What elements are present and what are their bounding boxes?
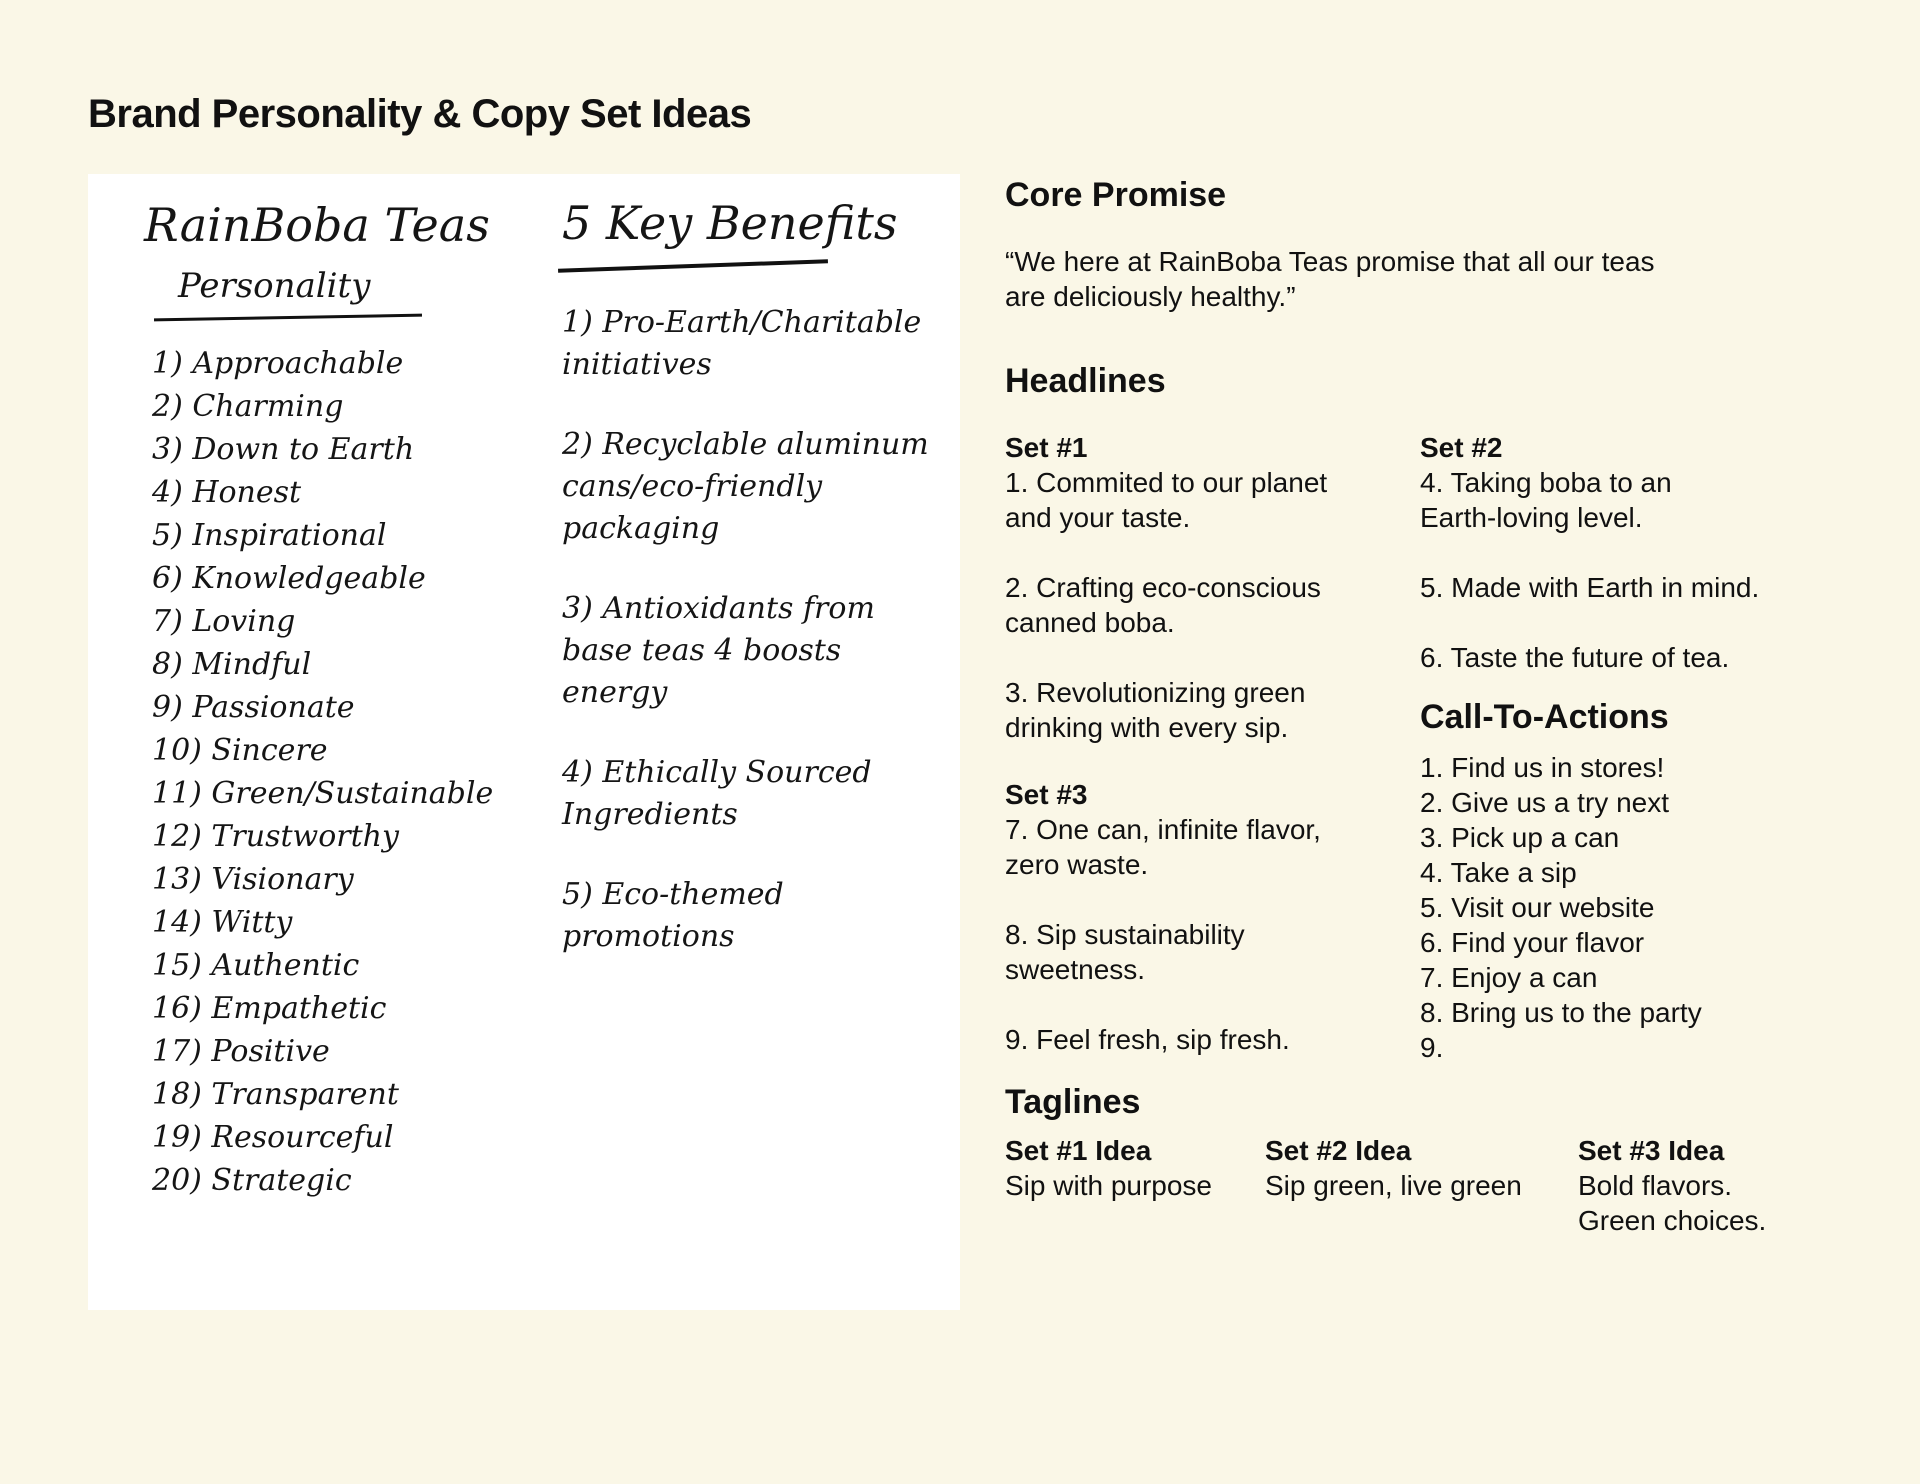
text-line: 3. Revolutionizing green bbox=[1005, 677, 1306, 708]
list-item: 9) Passionate bbox=[152, 690, 355, 725]
text-line: drinking with every sip. bbox=[1005, 712, 1289, 743]
text-line: 5. Made with Earth in mind. bbox=[1420, 572, 1760, 603]
handwritten-notes bbox=[88, 174, 960, 1310]
text-line: 8. Sip sustainability bbox=[1005, 919, 1245, 950]
list-item: 18) Transparent bbox=[152, 1077, 399, 1112]
list-item: 1) Pro-Earth/Charitable initiatives bbox=[562, 305, 922, 382]
list-item: 6) Knowledgeable bbox=[152, 561, 426, 596]
list-item: 2. Give us a try next bbox=[1420, 787, 1669, 818]
text-line: Sip with purpose bbox=[1005, 1170, 1213, 1201]
list-item: 7) Loving bbox=[152, 604, 296, 639]
text-line: Bold flavors. bbox=[1578, 1170, 1733, 1201]
personality-title: RainBoba Teas bbox=[144, 198, 490, 252]
text-line: 4. Taking boba to an bbox=[1420, 467, 1672, 498]
benefits-title: 5 Key Benefits bbox=[562, 196, 898, 250]
list-item: 2) Charming bbox=[152, 389, 344, 424]
set-label: Set #1 Idea bbox=[1005, 1135, 1152, 1166]
set-label: Set #3 bbox=[1005, 779, 1088, 810]
list-item: 17) Positive bbox=[152, 1034, 330, 1069]
personality-subtitle: Personality bbox=[178, 266, 371, 306]
set-label: Set #3 Idea bbox=[1578, 1135, 1725, 1166]
set-label: Set #2 bbox=[1420, 432, 1503, 463]
text-line: 1. Commited to our planet bbox=[1005, 467, 1328, 498]
list-item: 5. Visit our website bbox=[1420, 892, 1655, 923]
text-line: zero waste. bbox=[1005, 849, 1149, 880]
benefit-list bbox=[562, 302, 942, 996]
text-line: and your taste. bbox=[1005, 502, 1191, 533]
list-item: 20) Strategic bbox=[152, 1163, 352, 1198]
list-item: 3) Down to Earth bbox=[152, 432, 415, 467]
list-item: 4) Ethically Sourced Ingredients bbox=[562, 755, 872, 832]
trait-list bbox=[152, 342, 493, 1202]
list-item: 2) Recyclable aluminum cans/eco-friendly packaging bbox=[562, 427, 929, 546]
list-item: 12) Trustworthy bbox=[152, 819, 399, 854]
text-line: are deliciously healthy.” bbox=[1005, 281, 1296, 312]
headlines-heading: Headlines bbox=[1005, 362, 1166, 400]
list-item: 5) Inspirational bbox=[152, 518, 387, 553]
benefits-underline bbox=[558, 259, 828, 272]
set-label: Set #2 Idea bbox=[1265, 1135, 1412, 1166]
list-item: 7. Enjoy a can bbox=[1420, 962, 1598, 993]
text-line: canned boba. bbox=[1005, 607, 1175, 638]
list-item: 15) Authentic bbox=[152, 948, 360, 983]
headline-set-3 bbox=[1005, 777, 1405, 1057]
text-line: “We here at RainBoba Teas promise that all our teas bbox=[1005, 246, 1655, 277]
list-item: 9. bbox=[1420, 1032, 1444, 1063]
list-item: 14) Witty bbox=[152, 905, 293, 940]
list-item: 1) Approachable bbox=[152, 346, 404, 381]
headline-set-2 bbox=[1420, 430, 1860, 675]
personality-underline bbox=[154, 314, 422, 322]
list-item: 10) Sincere bbox=[152, 733, 328, 768]
core-promise-text bbox=[1005, 244, 1655, 314]
text-line: 2. Crafting eco-conscious bbox=[1005, 572, 1321, 603]
list-item: 19) Resourceful bbox=[152, 1120, 394, 1155]
list-item: 1. Find us in stores! bbox=[1420, 752, 1665, 783]
text-line: 7. One can, infinite flavor, bbox=[1005, 814, 1321, 845]
text-line: Green choices. bbox=[1578, 1205, 1767, 1236]
cta-heading: Call-To-Actions bbox=[1420, 698, 1669, 736]
text-line: Sip green, live green bbox=[1265, 1170, 1522, 1201]
list-item: 8) Mindful bbox=[152, 647, 312, 682]
list-item: 11) Green/Sustainable bbox=[152, 776, 494, 811]
list-item: 16) Empathetic bbox=[152, 991, 387, 1026]
tagline-set-1 bbox=[1005, 1133, 1212, 1203]
headline-set-1 bbox=[1005, 430, 1405, 745]
core-promise-heading: Core Promise bbox=[1005, 176, 1227, 214]
tagline-set-3 bbox=[1578, 1133, 1766, 1238]
text-line: 6. Taste the future of tea. bbox=[1420, 642, 1730, 673]
list-item: 8. Bring us to the party bbox=[1420, 997, 1702, 1028]
text-line: Earth-loving level. bbox=[1420, 502, 1643, 533]
list-item: 5) Eco-themed promotions bbox=[562, 877, 784, 954]
text-line: 9. Feel fresh, sip fresh. bbox=[1005, 1024, 1290, 1055]
list-item: 13) Visionary bbox=[152, 862, 354, 897]
cta-list bbox=[1420, 750, 1860, 1065]
list-item: 6. Find your flavor bbox=[1420, 927, 1645, 958]
tagline-set-2 bbox=[1265, 1133, 1522, 1203]
taglines-heading: Taglines bbox=[1005, 1083, 1141, 1121]
text-line: sweetness. bbox=[1005, 954, 1146, 985]
list-item: 4. Take a sip bbox=[1420, 857, 1577, 888]
list-item: 4) Honest bbox=[152, 475, 302, 510]
set-label: Set #1 bbox=[1005, 432, 1088, 463]
page-title: Brand Personality & Copy Set Ideas bbox=[88, 92, 752, 136]
list-item: 3. Pick up a can bbox=[1420, 822, 1620, 853]
list-item: 3) Antioxidants from base teas 4 boosts energy bbox=[562, 591, 875, 710]
